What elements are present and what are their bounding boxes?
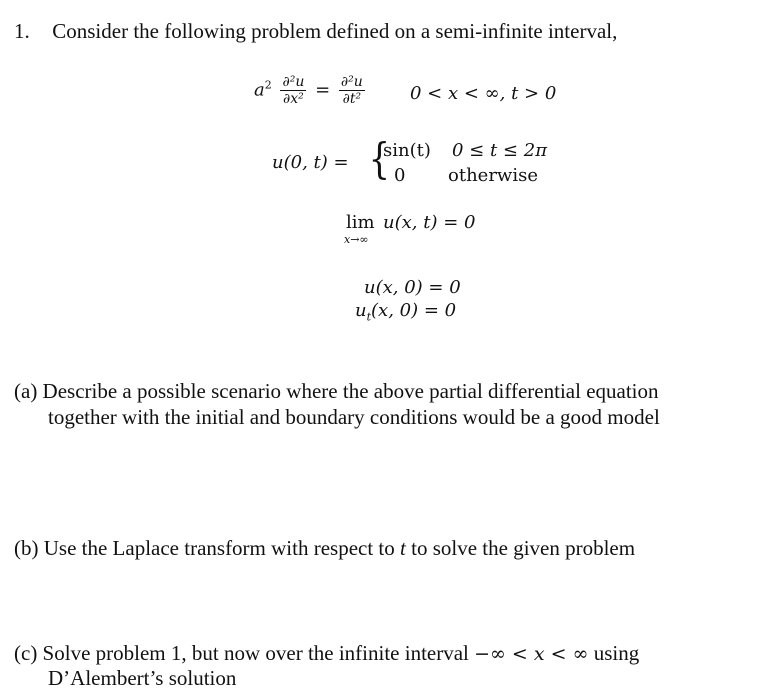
part-c-line1 <box>14 640 639 667</box>
piecewise-brace: { <box>368 134 391 183</box>
problem-heading <box>14 18 617 44</box>
problem-intro: Consider the following problem defined on a semi-infinite interval, <box>52 19 618 43</box>
initial-condition-displacement: u(x, 0) = 0 <box>364 277 461 298</box>
boundary-lhs: u(0, t) = <box>272 152 349 173</box>
piecewise-case2-condition: otherwise <box>448 165 538 186</box>
pde-domain: 0 < x < ∞, t > 0 <box>410 83 557 104</box>
pde-coefficient-exponent: 2 <box>264 78 272 92</box>
piecewise-case1-value: sin(t) <box>383 140 431 161</box>
part-b-text-after: to solve the given problem <box>405 536 636 560</box>
pde-equals: = <box>315 79 331 101</box>
problem-number: 1. <box>14 19 30 43</box>
part-c-text-before: (c) Solve problem 1, but now over the infinite interval <box>14 641 475 665</box>
velocity-base: u <box>355 300 367 321</box>
part-c-line2: D’Alembert’s solution <box>48 666 237 690</box>
pde-rhs-numerator: ∂²u <box>340 74 363 90</box>
pde-rhs-denominator: ∂t² <box>342 91 362 107</box>
part-b-text-before: (b) Use the Laplace transform with respect to <box>14 536 401 560</box>
pde-coefficient: a <box>254 79 265 101</box>
part-a-line2: together with the initial and boundary conditions would be a good model <box>48 405 660 429</box>
part-c-text-after: using <box>588 641 640 665</box>
pde-lhs-fraction <box>280 74 306 107</box>
part-b-variable: t <box>400 536 406 560</box>
part-b <box>14 535 635 561</box>
pde-equation <box>254 74 368 107</box>
limit-operator: lim <box>346 212 375 233</box>
part-c-math: −∞ < x < ∞ <box>474 643 589 665</box>
part-a-line1: (a) Describe a possible scenario where the above partial differential equation <box>14 379 659 403</box>
initial-condition-velocity <box>355 300 456 322</box>
piecewise-case2-value: 0 <box>394 165 406 186</box>
limit-subscript: x→∞ <box>344 233 369 246</box>
velocity-subscript: t <box>366 310 372 324</box>
pde-lhs-numerator: ∂²u <box>282 74 305 90</box>
limit-expression: u(x, t) = 0 <box>383 212 476 233</box>
velocity-rest: (x, 0) = 0 <box>371 300 457 321</box>
piecewise-case1-condition: 0 ≤ t ≤ 2π <box>452 140 548 161</box>
pde-lhs-denominator: ∂x² <box>283 91 304 107</box>
pde-rhs-fraction <box>339 74 365 107</box>
